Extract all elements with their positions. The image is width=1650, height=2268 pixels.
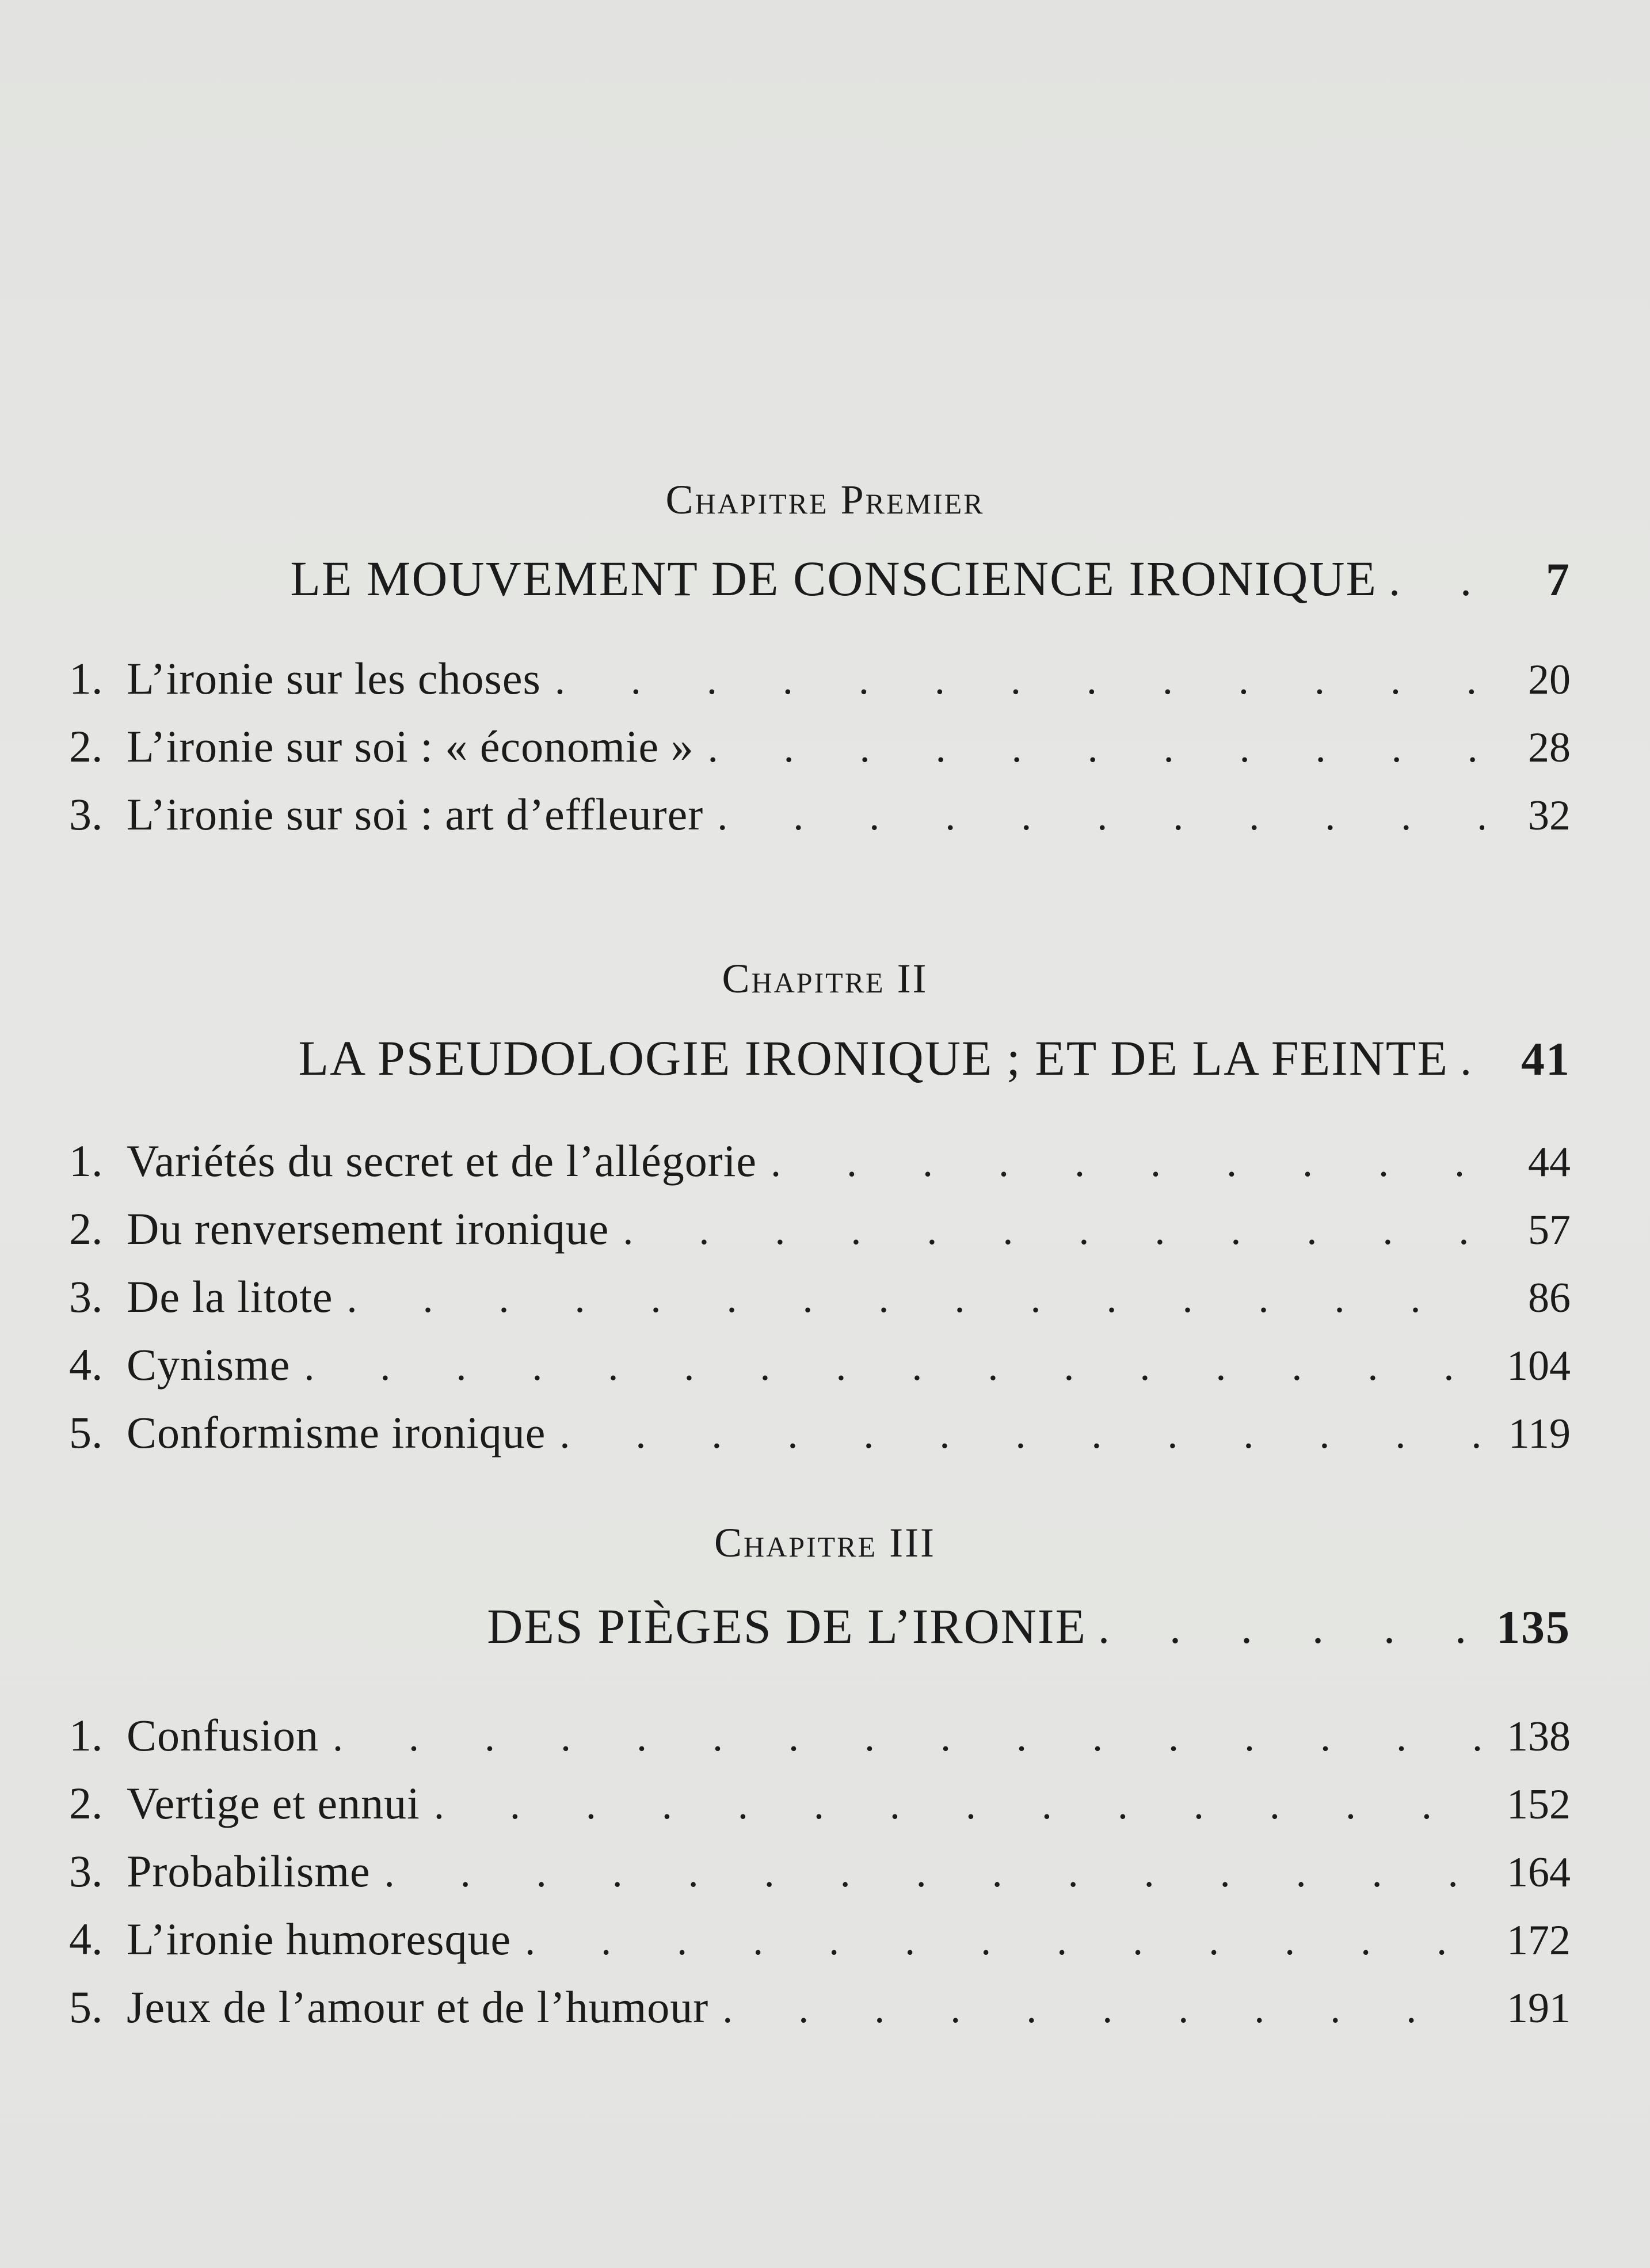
entry-number: 3. [69,1272,103,1322]
entry-title: Jeux de l’amour et de l’humour [127,1982,709,2032]
dot-leader [555,659,1484,701]
toc-entry-2-4 [69,1340,1571,1390]
chapter-2-leader [1449,1037,1502,1083]
chapter-3-title: DES PIÈGES DE L’IRONIE [487,1599,1087,1654]
entry-title: De la litote [127,1272,333,1322]
chapter-1-title: LE MOUVEMENT DE CONSCIENCE IRONIQUE [290,551,1377,606]
entry-title: Probabilisme [127,1846,371,1896]
entry-page: 44 [1528,1139,1571,1186]
entry-page: 32 [1528,792,1571,839]
entry-number: 1. [69,1710,103,1760]
entry-page: 172 [1507,1917,1571,1964]
dot-leader [708,727,1484,768]
entry-page: 104 [1507,1342,1571,1390]
chapter-1-heading [290,551,1571,606]
toc-entry-2-1 [69,1136,1571,1186]
toc-entry-2-2 [69,1204,1571,1254]
dot-leader [722,1988,1484,2029]
toc-entry-3-3 [69,1846,1571,1896]
entry-title: L’ironie humoresque [127,1914,512,1964]
entry-title: L’ironie sur les choses [127,653,541,703]
entry-page: 164 [1507,1849,1571,1896]
entry-number: 5. [69,1407,103,1458]
dot-leader [384,1852,1484,1893]
chapter-3-label: Chapitre III [714,1520,936,1566]
entry-title: Confusion [127,1710,319,1760]
dot-leader [304,1345,1484,1387]
entry-number: 1. [69,653,103,703]
entry-page: 138 [1507,1713,1571,1760]
entry-page: 86 [1528,1274,1571,1322]
entry-number: 3. [69,789,103,839]
entry-title: L’ironie sur soi : « économie » [127,721,694,771]
chapter-3-page: 135 [1496,1601,1571,1653]
toc-entry-3-5 [69,1982,1571,2032]
entry-page: 57 [1528,1207,1571,1254]
toc-entry-1-3 [69,789,1571,839]
toc-entry-3-4 [69,1914,1571,1964]
entry-page: 20 [1528,656,1571,703]
chapter-1-leader [1377,557,1502,603]
toc-entry-2-5 [69,1407,1571,1458]
entry-title: Conformisme ironique [127,1407,546,1458]
entry-number: 5. [69,1982,103,2032]
entry-title: Vertige et ennui [127,1778,420,1828]
entry-title: Variétés du secret et de l’allégorie [127,1136,757,1186]
dot-leader [525,1920,1484,1961]
dot-leader [771,1141,1484,1183]
entry-number: 4. [69,1914,103,1964]
dot-leader [333,1716,1484,1757]
chapter-3-heading [487,1599,1571,1654]
toc-entry-1-2 [69,721,1571,771]
entry-page: 152 [1507,1781,1571,1828]
entry-title: Cynisme [127,1340,291,1390]
chapter-2-page: 41 [1521,1033,1571,1085]
chapter-2-title: LA PSEUDOLOGIE IRONIQUE ; ET DE LA FEINTE [298,1030,1449,1086]
entry-number: 1. [69,1136,103,1186]
entry-page: 119 [1508,1410,1571,1458]
chapter-2-label: Chapitre II [722,956,928,1002]
toc-entry-3-1 [69,1710,1571,1760]
dot-leader [434,1784,1484,1825]
entry-title: L’ironie sur soi : art d’effleurer [127,789,704,839]
entry-number: 4. [69,1340,103,1390]
chapter-1-label: Chapitre Premier [665,477,985,523]
entry-number: 2. [69,1778,103,1828]
chapter-3-leader [1087,1605,1496,1651]
dot-leader [623,1209,1484,1251]
chapter-1-page: 7 [1546,553,1571,606]
dot-leader [347,1277,1484,1319]
entry-number: 2. [69,1204,103,1254]
dot-leader [717,795,1484,836]
toc-entry-2-3 [69,1272,1571,1322]
entry-title: Du renversement ironique [127,1204,609,1254]
entry-page: 28 [1528,724,1571,771]
toc-entry-1-1 [69,653,1571,703]
entry-number: 2. [69,721,103,771]
entry-page: 191 [1507,1985,1571,2032]
entry-number: 3. [69,1846,103,1896]
toc-entry-3-2 [69,1778,1571,1828]
dot-leader [559,1413,1484,1455]
chapter-2-heading [298,1030,1571,1086]
